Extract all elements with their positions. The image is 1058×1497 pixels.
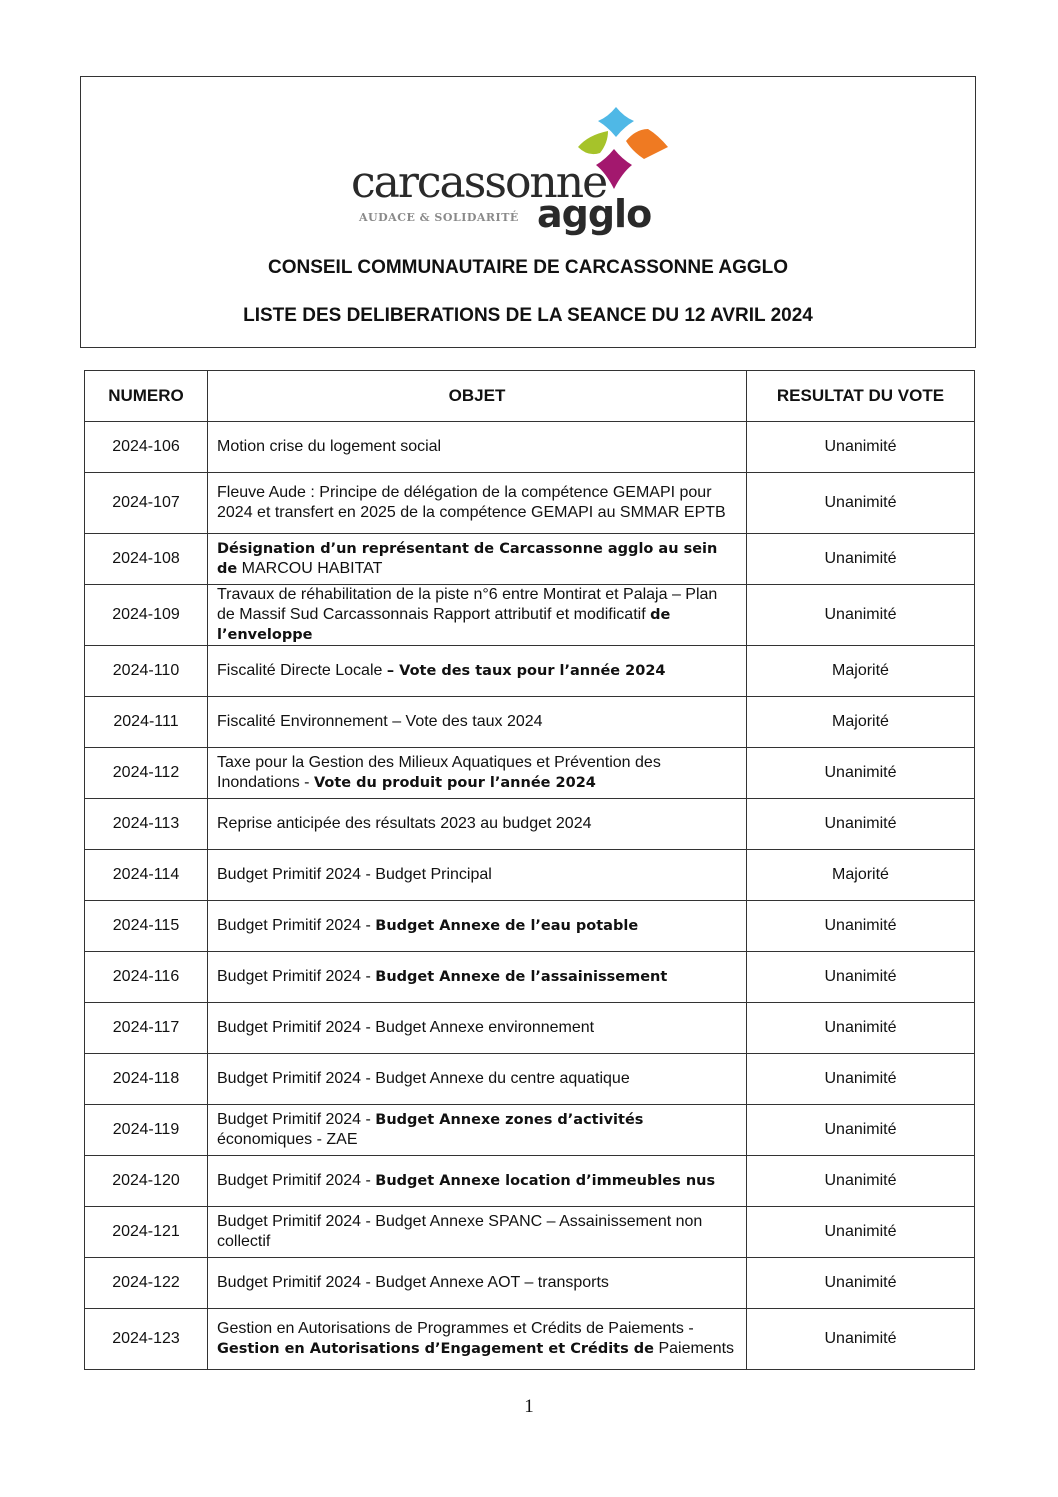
cell-numero: 2024-120 xyxy=(85,1156,208,1207)
cell-numero: 2024-107 xyxy=(85,473,208,534)
objet-text-segment: Budget Primitif 2024 - Budget Annexe du centre aquatique xyxy=(217,1070,630,1087)
carcassonne-agglo-logo xyxy=(351,99,711,234)
objet-text-segment: Budget Annexe de l’assainissement xyxy=(375,969,668,985)
cell-resultat-vote: Unanimité xyxy=(747,1258,975,1309)
cell-objet xyxy=(208,850,747,901)
deliberations-table xyxy=(84,370,975,1370)
document-header xyxy=(80,76,976,348)
cell-objet xyxy=(208,1309,747,1370)
page-number: 1 xyxy=(524,1396,534,1417)
cell-numero: 2024-114 xyxy=(85,850,208,901)
cell-objet xyxy=(208,901,747,952)
objet-text-segment: Fiscalité Directe Locale xyxy=(217,662,387,679)
cell-resultat-vote: Unanimité xyxy=(747,585,975,646)
table-header-row xyxy=(85,371,975,422)
cell-objet xyxy=(208,585,747,646)
table-row xyxy=(85,422,975,473)
cell-objet xyxy=(208,748,747,799)
cell-objet xyxy=(208,422,747,473)
table-row xyxy=(85,748,975,799)
objet-text-segment: Taxe pour la Gestion des Milieux Aquatiques et Prévention des Inondations - xyxy=(217,754,661,791)
objet-text-segment: Budget Annexe de l’eau potable xyxy=(375,918,639,934)
cell-objet xyxy=(208,1105,747,1156)
table-row xyxy=(85,1003,975,1054)
table-row xyxy=(85,1054,975,1105)
objet-text-segment: Gestion en Autorisations de Programmes et Crédits de Paiements - xyxy=(217,1320,694,1337)
column-header-numero: NUMERO xyxy=(85,371,208,422)
objet-text-segment: Motion crise du logement social xyxy=(217,438,442,455)
objet-text-segment: – Vote des taux pour l’année 2024 xyxy=(386,663,666,679)
cell-resultat-vote: Unanimité xyxy=(747,901,975,952)
cell-numero: 2024-119 xyxy=(85,1105,208,1156)
cell-resultat-vote: Majorité xyxy=(747,646,975,697)
objet-text-segment: Budget Primitif 2024 - Budget Annexe SPANC – Assainissement non collectif xyxy=(217,1213,703,1250)
cell-objet xyxy=(208,799,747,850)
logo-wordmark-carcassonne: carcassonne xyxy=(351,157,607,208)
objet-text-segment: Gestion en Autorisations d’Engagement et Crédits de xyxy=(217,1341,654,1357)
cell-resultat-vote: Unanimité xyxy=(747,1105,975,1156)
cell-resultat-vote: Unanimité xyxy=(747,534,975,585)
objet-text-segment: Budget Primitif 2024 - xyxy=(217,968,376,985)
table-row xyxy=(85,1309,975,1370)
cell-numero: 2024-109 xyxy=(85,585,208,646)
cell-resultat-vote: Majorité xyxy=(747,697,975,748)
table-row xyxy=(85,1258,975,1309)
cell-objet xyxy=(208,1054,747,1105)
cell-numero: 2024-111 xyxy=(85,697,208,748)
cell-objet xyxy=(208,1258,747,1309)
cell-numero: 2024-113 xyxy=(85,799,208,850)
table-row xyxy=(85,850,975,901)
cell-resultat-vote: Unanimité xyxy=(747,1156,975,1207)
objet-text-segment: Budget Annexe zones d’activités xyxy=(375,1112,644,1128)
table-row xyxy=(85,473,975,534)
cell-numero: 2024-116 xyxy=(85,952,208,1003)
objet-text-segment: Budget Primitif 2024 - xyxy=(217,917,376,934)
cell-numero: 2024-117 xyxy=(85,1003,208,1054)
objet-text-segment: Fleuve Aude : Principe de délégation de la compétence GEMAPI pour 2024 et transfert en 2025 de la compétence GEMAPI au SMMAR EPTB xyxy=(217,484,726,521)
cell-objet xyxy=(208,1156,747,1207)
document-title: CONSEIL COMMUNAUTAIRE DE CARCASSONNE AGGLO xyxy=(267,257,789,278)
table-body xyxy=(85,422,975,1370)
cell-objet xyxy=(208,952,747,1003)
table-row xyxy=(85,1156,975,1207)
cell-resultat-vote: Majorité xyxy=(747,850,975,901)
table-row xyxy=(85,646,975,697)
logo-diamond-green xyxy=(578,131,608,154)
cell-numero: 2024-112 xyxy=(85,748,208,799)
cell-objet xyxy=(208,534,747,585)
cell-numero: 2024-122 xyxy=(85,1258,208,1309)
logo-diamond-orange xyxy=(626,129,668,159)
cell-resultat-vote: Unanimité xyxy=(747,1309,975,1370)
cell-resultat-vote: Unanimité xyxy=(747,1003,975,1054)
table-row xyxy=(85,1105,975,1156)
cell-resultat-vote: Unanimité xyxy=(747,1054,975,1105)
objet-text-segment: Désignation d’un représentant de Carcassonne agglo au sein de xyxy=(217,541,718,577)
logo-tagline: AUDACE & SOLIDARITÉ xyxy=(359,211,519,224)
objet-text-segment: Fiscalité Environnement – Vote des taux 2024 xyxy=(217,713,543,730)
objet-text-segment: Budget Primitif 2024 - Budget Principal xyxy=(217,866,492,883)
objet-text-segment: Travaux de réhabilitation de la piste n°6 entre Montirat et Palaja – Plan de Massif Sud Carcassonnais Rapport attributif et modificatif xyxy=(217,586,718,623)
document-subtitle: LISTE DES DELIBERATIONS DE LA SEANCE DU 12 AVRIL 2024 xyxy=(243,305,813,326)
cell-objet xyxy=(208,1003,747,1054)
objet-text-segment: Reprise anticipée des résultats 2023 au budget 2024 xyxy=(217,815,592,832)
cell-resultat-vote: Unanimité xyxy=(747,473,975,534)
objet-text-segment: Vote du produit pour l’année 2024 xyxy=(313,775,596,791)
objet-text-segment: Budget Annexe location d’immeubles nus xyxy=(375,1173,716,1189)
objet-text-segment: MARCOU HABITAT xyxy=(237,560,383,577)
column-header-objet: OBJET xyxy=(208,371,747,422)
table-row xyxy=(85,901,975,952)
table-row xyxy=(85,952,975,1003)
cell-numero: 2024-118 xyxy=(85,1054,208,1105)
column-header-resultat: RESULTAT DU VOTE xyxy=(747,371,975,422)
cell-resultat-vote: Unanimité xyxy=(747,799,975,850)
cell-numero: 2024-123 xyxy=(85,1309,208,1370)
cell-numero: 2024-121 xyxy=(85,1207,208,1258)
objet-text-segment: économiques - ZAE xyxy=(217,1131,358,1148)
cell-objet xyxy=(208,473,747,534)
logo-wordmark-agglo: agglo xyxy=(537,192,652,236)
cell-resultat-vote: Unanimité xyxy=(747,1207,975,1258)
table-row xyxy=(85,697,975,748)
table-row xyxy=(85,799,975,850)
objet-text-segment: Budget Primitif 2024 - xyxy=(217,1172,376,1189)
objet-text-segment: Paiements xyxy=(654,1340,735,1357)
cell-numero: 2024-106 xyxy=(85,422,208,473)
objet-text-segment: Budget Primitif 2024 - Budget Annexe environnement xyxy=(217,1019,595,1036)
cell-objet xyxy=(208,697,747,748)
cell-resultat-vote: Unanimité xyxy=(747,748,975,799)
cell-objet xyxy=(208,646,747,697)
cell-resultat-vote: Unanimité xyxy=(747,422,975,473)
objet-text-segment: Budget Primitif 2024 - Budget Annexe AOT – transports xyxy=(217,1274,609,1291)
cell-objet xyxy=(208,1207,747,1258)
table-row xyxy=(85,534,975,585)
objet-text-segment: Budget Primitif 2024 - xyxy=(217,1111,376,1128)
cell-numero: 2024-108 xyxy=(85,534,208,585)
objet-text-segment: de l’enveloppe xyxy=(217,607,671,643)
table-row xyxy=(85,585,975,646)
table-row xyxy=(85,1207,975,1258)
cell-resultat-vote: Unanimité xyxy=(747,952,975,1003)
cell-numero: 2024-115 xyxy=(85,901,208,952)
cell-numero: 2024-110 xyxy=(85,646,208,697)
